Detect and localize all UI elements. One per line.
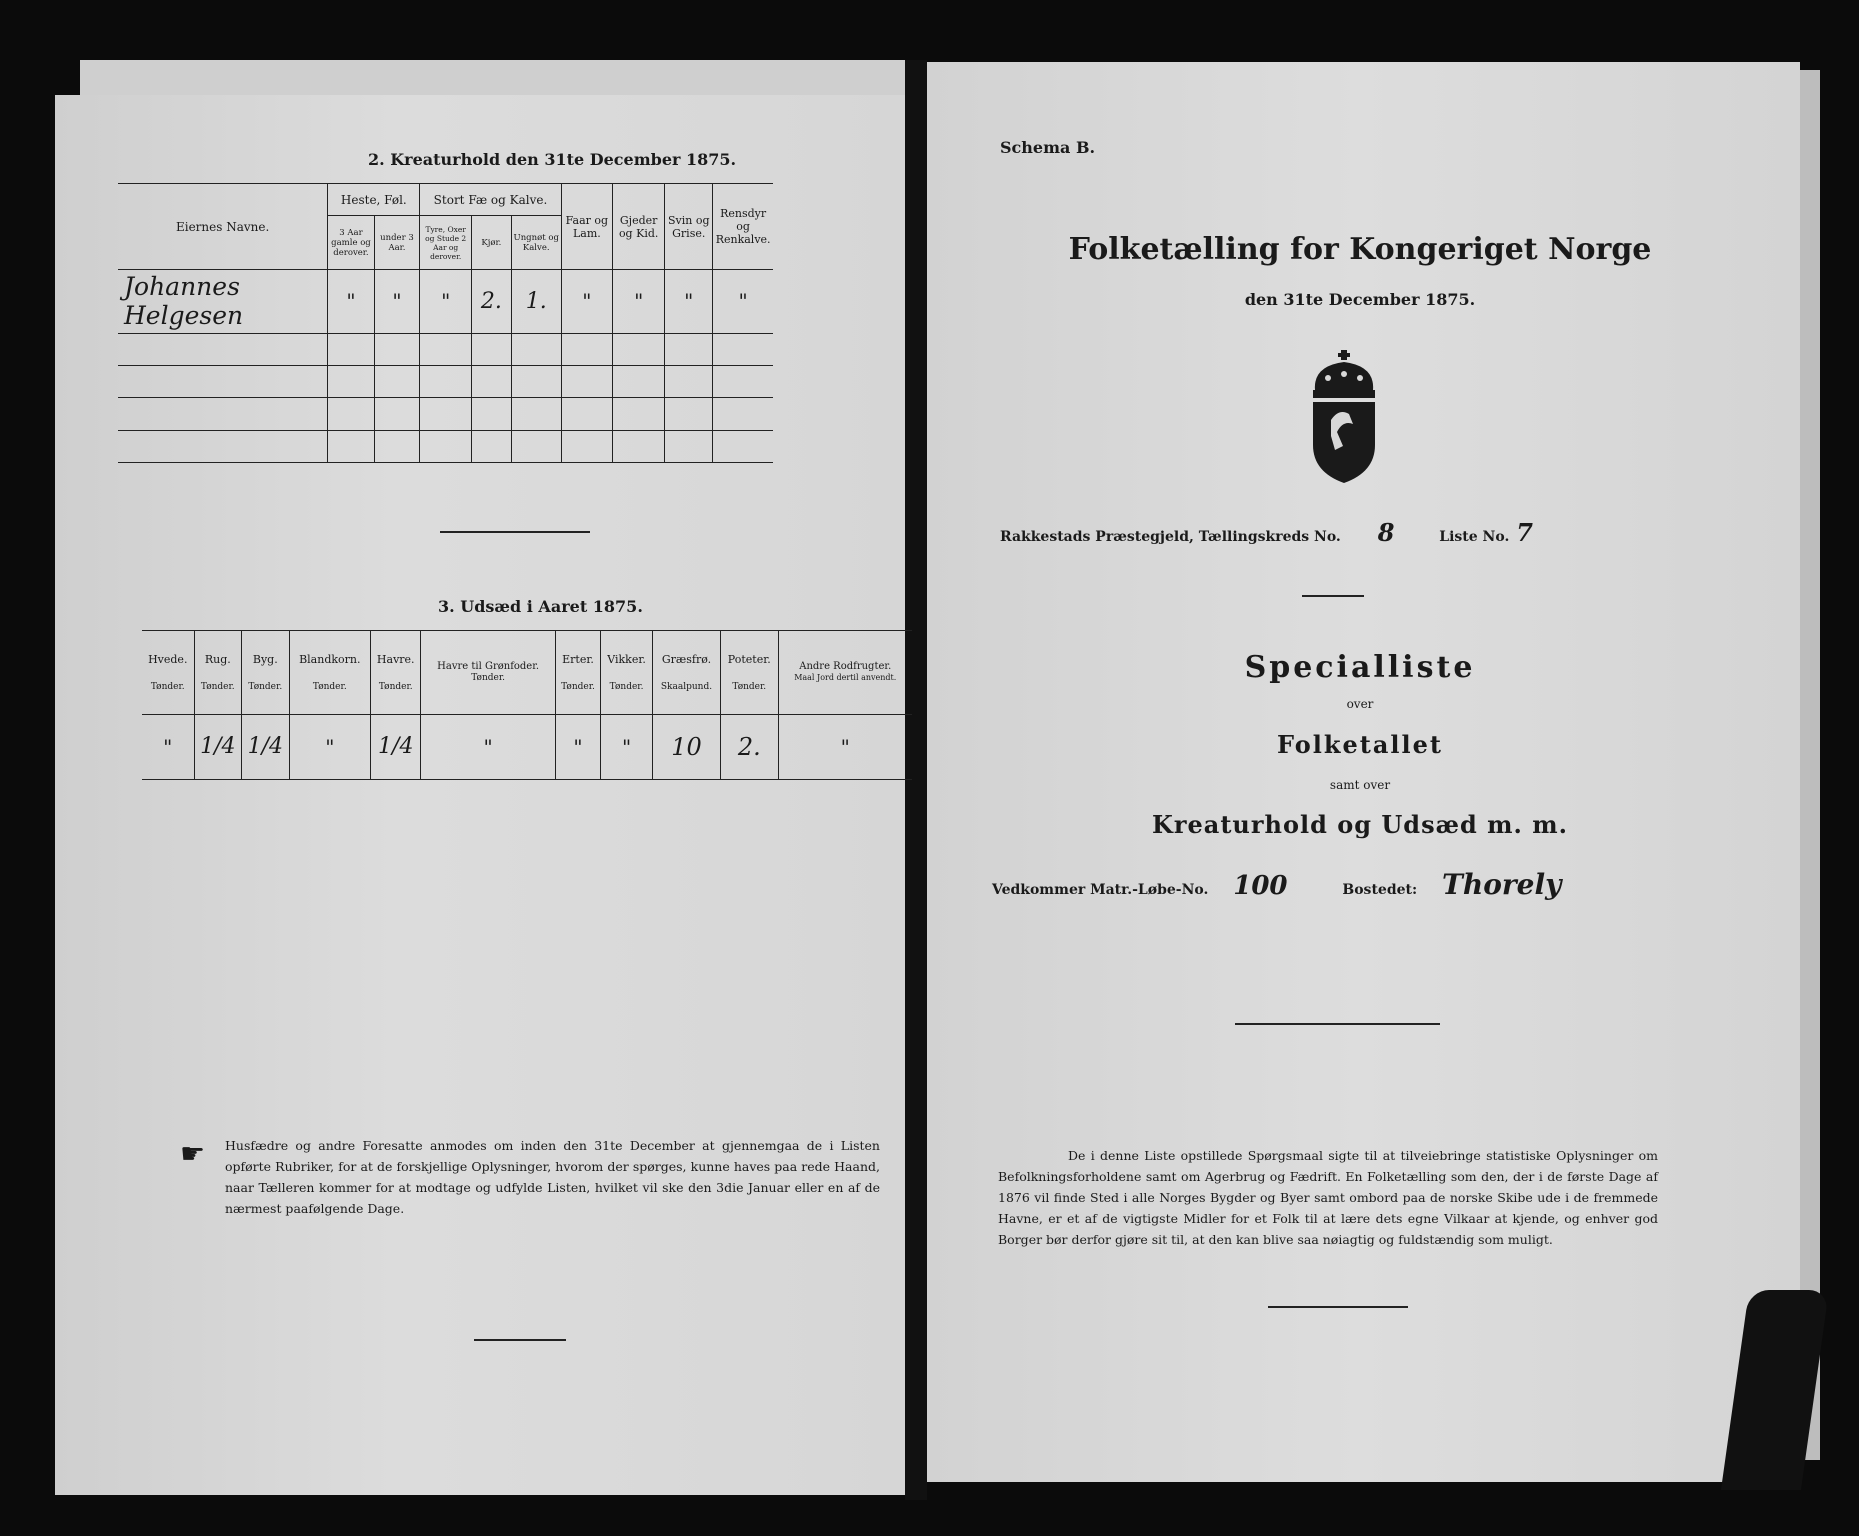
samt-over-label: samt over bbox=[1329, 778, 1391, 792]
bostedet-value: Thorely bbox=[1442, 868, 1562, 901]
sowing-head: Blandkorn. bbox=[299, 652, 361, 666]
left-page-top-edge bbox=[80, 60, 910, 100]
sowing-head: Poteter. bbox=[727, 652, 771, 666]
sowing-cell: " bbox=[555, 714, 600, 779]
sowing-col-poteter bbox=[721, 631, 778, 715]
separator-rule bbox=[1302, 595, 1364, 597]
matr-label: Vedkommer Matr.-Løbe-No. bbox=[992, 882, 1209, 898]
sowing-head: Havre. bbox=[376, 652, 415, 666]
district-number: 8 bbox=[1377, 518, 1395, 547]
stort-fae-header: Stort Fæ og Kalve. bbox=[420, 184, 561, 216]
tyre-subheader: Tyre, Oxer og Stude 2 Aar og derover. bbox=[420, 216, 472, 270]
sowing-cell: 10 bbox=[652, 714, 720, 779]
sowing-unit: Tønder. bbox=[312, 681, 347, 692]
district-prefix: Rakkestads Præstegjeld, Tællingskreds No. bbox=[1000, 529, 1341, 545]
sowing-head: Vikker. bbox=[607, 652, 646, 666]
schema-label: Schema B. bbox=[1000, 138, 1096, 157]
sowing-cell: 1/4 bbox=[242, 714, 290, 779]
ungnot-subheader: Ungnøt og Kalve. bbox=[511, 216, 561, 270]
heste-old-subheader: 3 Aar gamle og derover. bbox=[328, 216, 374, 270]
sowing-col-rodfrugter bbox=[778, 631, 912, 715]
matrikkel-line bbox=[992, 868, 1561, 901]
folketallet-label: Folketallet bbox=[1277, 730, 1443, 759]
heste-header: Heste, Føl. bbox=[328, 184, 420, 216]
separator-rule bbox=[440, 531, 590, 533]
faar-header: Faar og Lam. bbox=[561, 184, 612, 270]
livestock-title: 2. Kreaturhold den 31te December 1875. bbox=[368, 150, 737, 169]
book-spine bbox=[905, 60, 927, 1500]
sowing-cell: " bbox=[421, 714, 555, 779]
sowing-unit: Skaalpund. bbox=[660, 681, 713, 692]
sowing-cell: " bbox=[289, 714, 370, 779]
separator-rule bbox=[1235, 1023, 1440, 1025]
sowing-table bbox=[142, 630, 912, 780]
livestock-cell: " bbox=[328, 270, 374, 334]
sowing-col-rug bbox=[194, 631, 242, 715]
right-page bbox=[920, 62, 1800, 1482]
livestock-cell: " bbox=[665, 270, 713, 334]
sowing-head: Havre til Grønfoder. bbox=[437, 661, 540, 673]
census-date: den 31te December 1875. bbox=[1244, 290, 1476, 309]
bottom-rule bbox=[1268, 1306, 1408, 1308]
sowing-col-byg bbox=[242, 631, 290, 715]
sowing-col-erter bbox=[555, 631, 600, 715]
sowing-head: Rug. bbox=[204, 652, 231, 666]
bostedet-label: Bostedet: bbox=[1342, 882, 1418, 898]
rensdyr-header: Rensdyr og Renkalve. bbox=[713, 184, 773, 270]
livestock-cell: 1. bbox=[511, 270, 561, 334]
liste-number: 7 bbox=[1516, 518, 1533, 547]
livestock-cell: " bbox=[374, 270, 420, 334]
census-intro-text: De i denne Liste opstillede Spørgsmaal sigte til at tilveiebringe statistiske Oplysninger om Befolkningsforholdene samt om Agerbrug og Fædrift. En Folketælling som den, der i de første Dage af 1876 vil finde Sted i alle Norges Bygder og Byer samt ombord paa de norske Skibe ude i de fremmede Havne, er et af de vigtigste Midler for et Folk til at lære dets egne Vilkaar at kjende, og enhver god Borger bør derfor gjøre sit til, at den kan blive saa nøiagtig og fuldstændig som muligt. bbox=[998, 1148, 1658, 1247]
sowing-head: Græsfrø. bbox=[661, 652, 712, 666]
sowing-cell: " bbox=[142, 714, 194, 779]
livestock-cell: " bbox=[613, 270, 665, 334]
census-title: Folketælling for Kongeriget Norge bbox=[1068, 232, 1652, 267]
sowing-col-vikker bbox=[601, 631, 653, 715]
sowing-unit: Tønder. bbox=[471, 673, 506, 684]
pointing-hand-icon: ☛ bbox=[180, 1137, 206, 1170]
livestock-cell: " bbox=[561, 270, 612, 334]
bottom-rule bbox=[474, 1339, 566, 1341]
sowing-unit: Tønder. bbox=[561, 681, 595, 692]
coat-of-arms-icon bbox=[1303, 350, 1385, 485]
sowing-unit: Tønder. bbox=[378, 681, 413, 692]
livestock-cell: " bbox=[420, 270, 472, 334]
livestock-cell: 2. bbox=[472, 270, 512, 334]
sowing-cell: " bbox=[778, 714, 912, 779]
svin-header: Svin og Grise. bbox=[665, 184, 713, 270]
sowing-cell: 2. bbox=[721, 714, 778, 779]
gjeder-header: Gjeder og Kid. bbox=[613, 184, 665, 270]
livestock-cell: " bbox=[713, 270, 773, 334]
heste-young-subheader: under 3 Aar. bbox=[374, 216, 420, 270]
sowing-unit: Maal Jord dertil anvendt. bbox=[794, 673, 897, 683]
over-label: over bbox=[1346, 697, 1374, 711]
sowing-col-graesfro bbox=[652, 631, 720, 715]
sowing-cell: 1/4 bbox=[194, 714, 242, 779]
owner-name: Johannes Helgesen bbox=[118, 270, 328, 334]
district-line bbox=[1000, 518, 1533, 547]
owner-name-header: Eiernes Navne. bbox=[118, 184, 328, 270]
matr-number: 100 bbox=[1233, 871, 1288, 901]
sowing-head: Andre Rodfrugter. bbox=[799, 661, 892, 673]
livestock-table bbox=[118, 183, 773, 463]
sowing-unit: Tønder. bbox=[609, 681, 644, 692]
table-row bbox=[118, 270, 773, 334]
sowing-head: Erter. bbox=[562, 652, 594, 666]
sowing-unit: Tønder. bbox=[200, 681, 235, 692]
sowing-cell: " bbox=[601, 714, 653, 779]
sowing-unit: Tønder. bbox=[248, 681, 283, 692]
kjor-subheader: Kjør. bbox=[472, 216, 512, 270]
table-row bbox=[142, 714, 912, 779]
sowing-unit: Tønder. bbox=[150, 681, 185, 692]
sowing-cell: 1/4 bbox=[371, 714, 421, 779]
sowing-col-havre bbox=[371, 631, 421, 715]
sowing-title: 3. Udsæd i Aaret 1875. bbox=[438, 597, 643, 616]
sowing-col-gronfoder bbox=[421, 631, 555, 715]
specialliste-title: Specialliste bbox=[1244, 650, 1476, 685]
sowing-col-blandkorn bbox=[289, 631, 370, 715]
kreaturhold-label: Kreaturhold og Udsæd m. m. bbox=[1152, 810, 1568, 839]
sowing-head: Byg. bbox=[252, 652, 278, 666]
household-notice: Husfædre og andre Foresatte anmodes om inden den 31te December at gjennemgaa de i Listen opførte Rubriker, for at de forskjellige Oplysninger, hvorom der spørges, kunne haves paa rede Haand, naar Tælleren kommer for at modtage og udfylde Listen, hvilket vil ske den 3die Januar eller en af de nærmest paafølgende Dage. bbox=[225, 1138, 880, 1216]
sowing-unit: Tønder. bbox=[732, 681, 767, 692]
liste-label: Liste No. bbox=[1439, 529, 1510, 545]
sowing-head: Hvede. bbox=[148, 652, 188, 666]
sowing-col-hvede bbox=[142, 631, 194, 715]
